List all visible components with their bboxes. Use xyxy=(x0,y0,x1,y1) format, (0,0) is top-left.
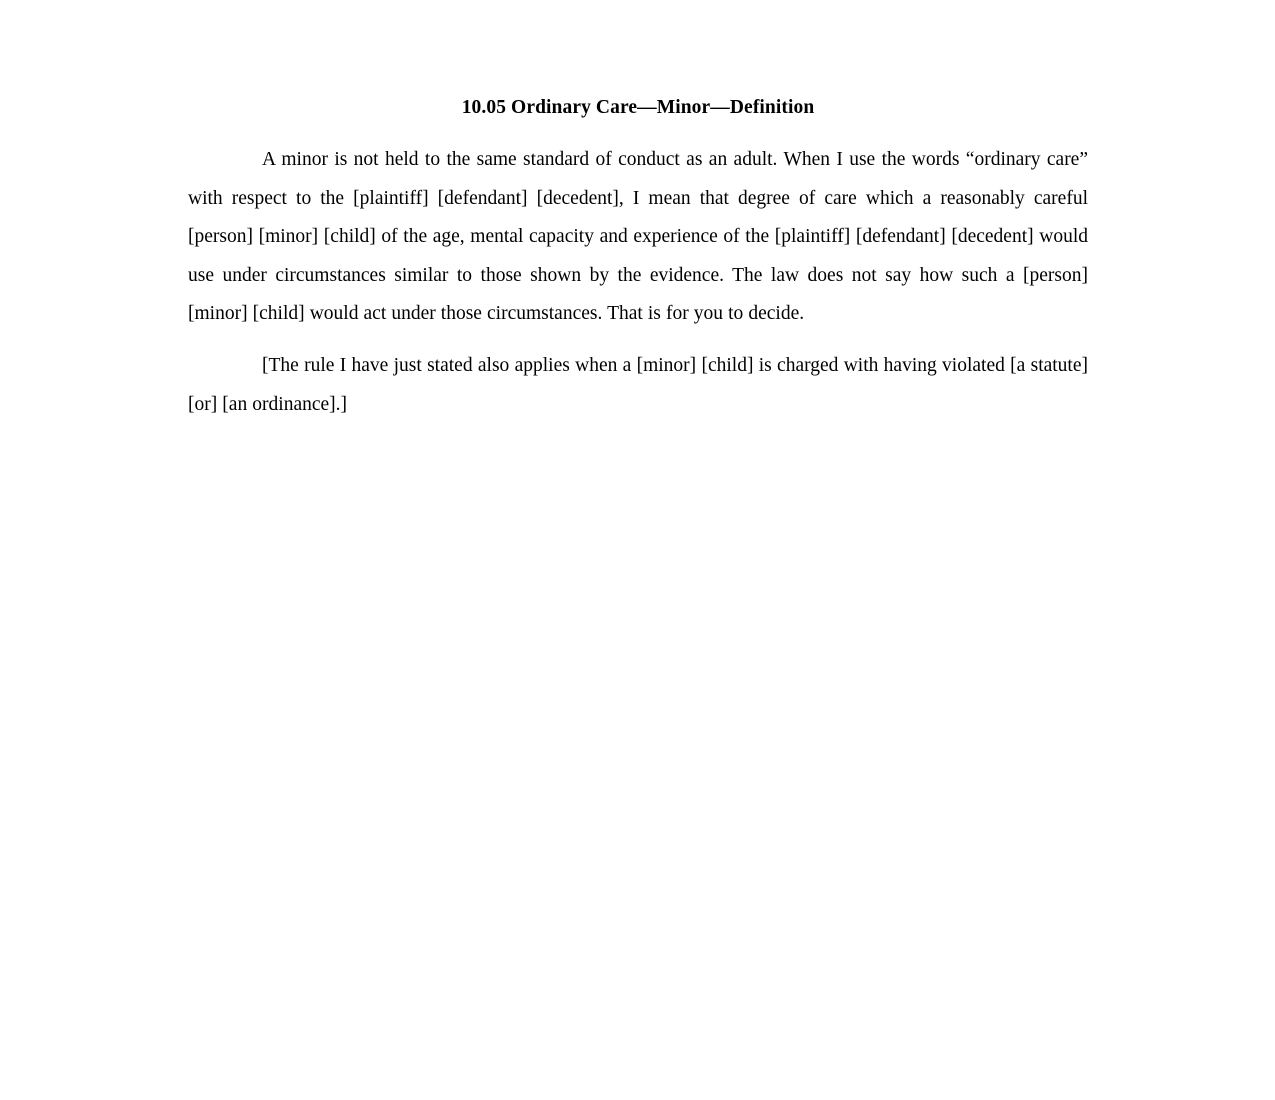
paragraph-definition: A minor is not held to the same standard of conduct as an adult. When I use the words “ordinary care” with respect to the [plaintiff] [defendant] [decedent], I mean that degree of care which a reasonably careful [person] [minor] [child] of the age, mental capacity and experience of the [plaintiff] [defendant] [decedent] would use under circumstances similar to those shown by the evidence. The law does not say how such a [person] [minor] [child] would act under those circumstances. That is for you to decide. xyxy=(188,149,1088,325)
document-body xyxy=(188,96,1088,424)
page-title: 10.05 Ordinary Care—Minor—Definition xyxy=(461,97,815,118)
paragraph-bracketed-rule: [The rule I have just stated also applies when a [minor] [child] is charged with having violated [a statute] [or] [an ordinance].] xyxy=(188,355,1088,415)
